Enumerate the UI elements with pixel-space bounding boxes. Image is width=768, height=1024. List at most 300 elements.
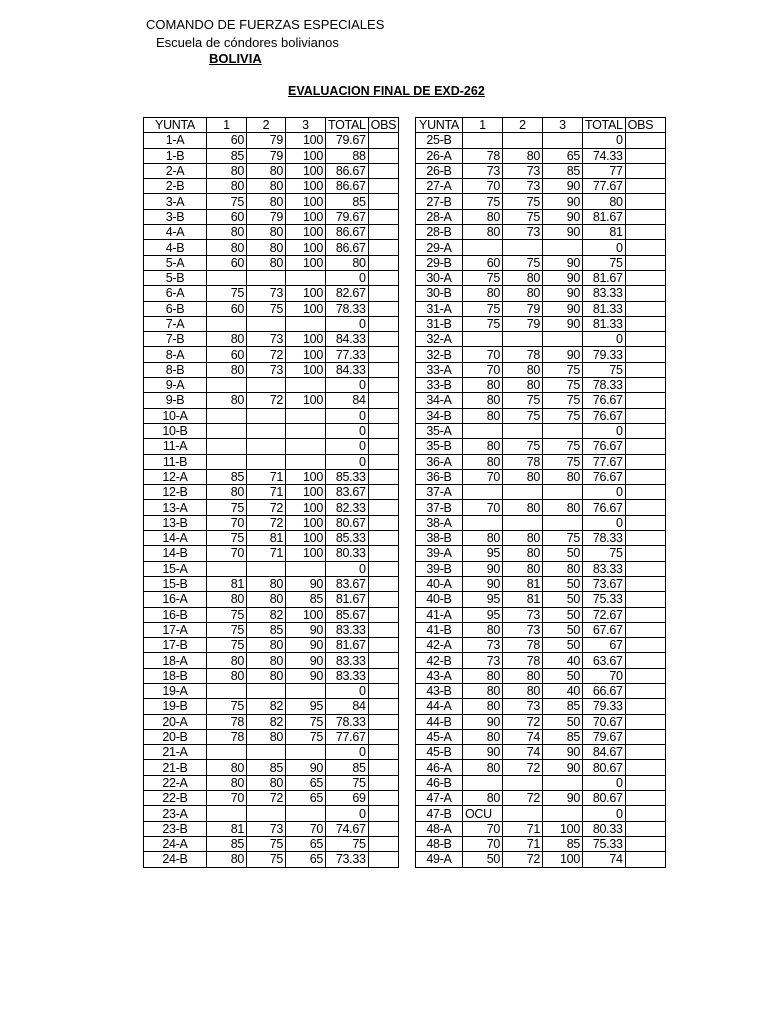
cell-total: 75.33: [583, 592, 626, 607]
cell-total: 76.67: [583, 500, 626, 515]
cell-score-1: 75: [207, 699, 247, 714]
cell-obs: [625, 821, 665, 836]
cell-score-1: 80: [207, 240, 247, 255]
cell-obs: [368, 714, 399, 729]
cell-total: 85.33: [326, 469, 369, 484]
cell-yunta: 44-B: [416, 714, 463, 729]
table-row: [416, 194, 666, 209]
cell-yunta: 14-A: [144, 531, 207, 546]
cell-score-1: 73: [463, 638, 503, 653]
table-row: [416, 316, 666, 331]
cell-score-2: 74: [503, 729, 543, 744]
cell-score-3: 100: [286, 607, 326, 622]
cell-score-1: 80: [463, 408, 503, 423]
cell-score-1: 70: [207, 515, 247, 530]
cell-score-2: 81: [247, 531, 286, 546]
cell-score-3: 100: [286, 485, 326, 500]
table-row: [416, 622, 666, 637]
cell-obs: [625, 546, 665, 561]
table-row: [416, 775, 666, 790]
cell-score-2: [503, 515, 543, 530]
cell-yunta: 8-B: [144, 362, 207, 377]
cell-score-2: 73: [247, 362, 286, 377]
cell-score-2: 71: [247, 469, 286, 484]
cell-score-3: 65: [286, 836, 326, 851]
cell-yunta: 33-A: [416, 362, 463, 377]
cell-obs: [368, 546, 399, 561]
cell-score-2: 80: [503, 378, 543, 393]
cell-yunta: 32-B: [416, 347, 463, 362]
cell-total: 78.33: [583, 531, 626, 546]
cell-total: 79.33: [583, 347, 626, 362]
cell-obs: [368, 531, 399, 546]
cell-obs: [368, 194, 399, 209]
cell-total: 84.33: [326, 332, 369, 347]
col-header-2: 2: [247, 118, 286, 133]
cell-obs: [368, 378, 399, 393]
cell-score-3: 90: [543, 316, 583, 331]
cell-total: 0: [583, 133, 626, 148]
cell-total: 85.33: [326, 531, 369, 546]
cell-score-1: 80: [207, 362, 247, 377]
table-row: [416, 791, 666, 806]
cell-total: 0: [326, 745, 369, 760]
cell-obs: [625, 393, 665, 408]
table-row: [144, 163, 399, 178]
cell-obs: [625, 836, 665, 851]
cell-score-2: 75: [503, 209, 543, 224]
table-row: [416, 852, 666, 867]
cell-score-3: 75: [543, 408, 583, 423]
cell-total: 0: [583, 806, 626, 821]
cell-total: 80.67: [583, 791, 626, 806]
cell-obs: [625, 255, 665, 270]
cell-score-3: 100: [286, 163, 326, 178]
cell-score-3: 50: [543, 622, 583, 637]
cell-yunta: 29-A: [416, 240, 463, 255]
cell-score-1: [463, 775, 503, 790]
cell-total: 83.67: [326, 576, 369, 591]
cell-obs: [368, 163, 399, 178]
cell-score-3: 100: [286, 286, 326, 301]
cell-score-3: 100: [286, 332, 326, 347]
cell-score-1: [207, 561, 247, 576]
cell-yunta: 40-B: [416, 592, 463, 607]
cell-obs: [625, 454, 665, 469]
col-header-yunta: YUNTA: [416, 118, 463, 133]
cell-yunta: 42-A: [416, 638, 463, 653]
table-row: [144, 775, 399, 790]
cell-total: 76.67: [583, 408, 626, 423]
cell-yunta: 39-A: [416, 546, 463, 561]
table-row: [416, 347, 666, 362]
cell-score-3: 50: [543, 668, 583, 683]
cell-score-3: 100: [286, 469, 326, 484]
cell-score-3: 100: [543, 852, 583, 867]
col-header-total: TOTAL: [583, 118, 626, 133]
cell-obs: [625, 362, 665, 377]
cell-score-1: 80: [207, 225, 247, 240]
cell-score-1: [463, 240, 503, 255]
table-row: [144, 683, 399, 698]
cell-score-1: 81: [207, 576, 247, 591]
table-row: [416, 668, 666, 683]
cell-score-1: 60: [463, 255, 503, 270]
cell-obs: [368, 133, 399, 148]
cell-yunta: 24-A: [144, 836, 207, 851]
cell-total: 84.33: [326, 362, 369, 377]
cell-score-2: 80: [247, 225, 286, 240]
cell-score-1: 75: [463, 270, 503, 285]
cell-yunta: 47-A: [416, 791, 463, 806]
table-row: [416, 592, 666, 607]
table-row: [144, 301, 399, 316]
cell-score-1: 60: [207, 347, 247, 362]
cell-total: 85: [326, 760, 369, 775]
cell-score-2: 80: [503, 546, 543, 561]
cell-score-2: 72: [503, 852, 543, 867]
cell-score-2: 82: [247, 714, 286, 729]
cell-total: 81.67: [326, 638, 369, 653]
cell-obs: [625, 485, 665, 500]
cell-score-2: [247, 439, 286, 454]
table-row: [416, 836, 666, 851]
cell-score-1: [207, 270, 247, 285]
cell-score-3: 100: [286, 209, 326, 224]
cell-total: 76.67: [583, 469, 626, 484]
cell-score-2: 85: [247, 622, 286, 637]
cell-obs: [625, 301, 665, 316]
cell-score-1: [463, 133, 503, 148]
cell-yunta: 26-B: [416, 163, 463, 178]
cell-score-3: 90: [286, 576, 326, 591]
cell-yunta: 9-B: [144, 393, 207, 408]
cell-yunta: 16-B: [144, 607, 207, 622]
table-row: [416, 806, 666, 821]
cell-score-1: 80: [463, 683, 503, 698]
cell-yunta: 42-B: [416, 653, 463, 668]
col-header-1: 1: [207, 118, 247, 133]
cell-score-3: 90: [543, 225, 583, 240]
cell-score-3: 70: [286, 821, 326, 836]
cell-total: 86.67: [326, 225, 369, 240]
table-row: [416, 255, 666, 270]
cell-total: 76.67: [583, 393, 626, 408]
cell-yunta: 34-B: [416, 408, 463, 423]
cell-obs: [625, 515, 665, 530]
cell-score-3: [543, 775, 583, 790]
cell-total: 81.33: [583, 316, 626, 331]
cell-score-1: 80: [207, 775, 247, 790]
cell-score-1: [463, 515, 503, 530]
document-title: EVALUACION FINAL DE EXD-262: [288, 84, 485, 98]
cell-score-2: 72: [247, 515, 286, 530]
cell-obs: [625, 592, 665, 607]
table-row: [416, 209, 666, 224]
cell-score-2: 80: [247, 653, 286, 668]
cell-score-3: 90: [543, 255, 583, 270]
table-row: [144, 531, 399, 546]
cell-yunta: 34-A: [416, 393, 463, 408]
cell-total: 86.67: [326, 240, 369, 255]
cell-score-1: 70: [207, 791, 247, 806]
table-row: [144, 454, 399, 469]
table-row: [144, 852, 399, 867]
cell-total: 80.67: [326, 515, 369, 530]
cell-obs: [625, 653, 665, 668]
cell-score-2: [247, 745, 286, 760]
cell-yunta: 22-B: [144, 791, 207, 806]
cell-obs: [625, 561, 665, 576]
cell-obs: [625, 209, 665, 224]
cell-obs: [368, 439, 399, 454]
cell-score-2: 75: [503, 408, 543, 423]
cell-yunta: 5-A: [144, 255, 207, 270]
cell-score-1: 73: [463, 653, 503, 668]
cell-score-2: 80: [247, 729, 286, 744]
cell-obs: [368, 821, 399, 836]
cell-score-3: 90: [543, 209, 583, 224]
cell-score-3: [286, 439, 326, 454]
cell-obs: [625, 500, 665, 515]
grades-table-right: [415, 117, 666, 868]
cell-score-2: 73: [503, 622, 543, 637]
cell-obs: [368, 148, 399, 163]
table-row: [416, 515, 666, 530]
cell-total: 85.67: [326, 607, 369, 622]
cell-total: 84: [326, 699, 369, 714]
cell-score-3: 75: [543, 531, 583, 546]
table-row: [144, 760, 399, 775]
table-row: [144, 638, 399, 653]
cell-obs: [368, 760, 399, 775]
table-row: [144, 668, 399, 683]
cell-score-1: 90: [463, 714, 503, 729]
cell-score-1: 78: [207, 729, 247, 744]
cell-score-3: 50: [543, 714, 583, 729]
cell-score-3: 75: [543, 362, 583, 377]
table-row: [416, 408, 666, 423]
cell-score-2: 73: [503, 179, 543, 194]
cell-score-3: 90: [543, 347, 583, 362]
table-header-row: [416, 118, 666, 133]
cell-total: 75: [583, 362, 626, 377]
cell-score-3: 65: [286, 852, 326, 867]
cell-score-3: 100: [286, 531, 326, 546]
cell-score-3: 90: [543, 301, 583, 316]
table-row: [144, 209, 399, 224]
cell-obs: [625, 668, 665, 683]
cell-total: 79.67: [326, 133, 369, 148]
cell-score-2: [503, 485, 543, 500]
cell-score-3: 90: [286, 638, 326, 653]
table-row: [144, 240, 399, 255]
cell-score-3: [286, 806, 326, 821]
col-header-obs: OBS: [368, 118, 399, 133]
cell-total: 70.67: [583, 714, 626, 729]
cell-obs: [625, 240, 665, 255]
cell-yunta: 43-B: [416, 683, 463, 698]
cell-score-1: 80: [463, 209, 503, 224]
cell-score-2: 72: [503, 791, 543, 806]
cell-yunta: 17-B: [144, 638, 207, 653]
table-row: [144, 546, 399, 561]
table-row: [144, 316, 399, 331]
cell-score-1: 95: [463, 546, 503, 561]
cell-yunta: 7-A: [144, 316, 207, 331]
cell-total: 78.33: [326, 714, 369, 729]
cell-score-3: 90: [543, 270, 583, 285]
cell-score-1: 95: [463, 607, 503, 622]
cell-yunta: 43-A: [416, 668, 463, 683]
cell-yunta: 11-B: [144, 454, 207, 469]
cell-total: 0: [326, 454, 369, 469]
cell-obs: [368, 454, 399, 469]
cell-score-2: 72: [247, 500, 286, 515]
cell-score-1: 70: [463, 179, 503, 194]
cell-score-3: 90: [286, 760, 326, 775]
cell-total: 79.67: [326, 209, 369, 224]
cell-score-2: 71: [503, 836, 543, 851]
table-row: [416, 439, 666, 454]
cell-obs: [368, 393, 399, 408]
cell-total: 69: [326, 791, 369, 806]
cell-score-2: 74: [503, 745, 543, 760]
table-row: [144, 469, 399, 484]
cell-score-1: [463, 332, 503, 347]
cell-obs: [368, 607, 399, 622]
cell-score-3: 75: [543, 378, 583, 393]
cell-total: 66.67: [583, 683, 626, 698]
cell-obs: [368, 270, 399, 285]
cell-obs: [368, 638, 399, 653]
cell-score-1: [207, 806, 247, 821]
cell-score-1: 75: [207, 500, 247, 515]
cell-score-3: 85: [543, 699, 583, 714]
cell-yunta: 30-A: [416, 270, 463, 285]
cell-score-2: [247, 806, 286, 821]
table-row: [144, 836, 399, 851]
cell-score-2: 78: [503, 653, 543, 668]
cell-yunta: 13-B: [144, 515, 207, 530]
table-row: [144, 423, 399, 438]
cell-score-2: 80: [503, 561, 543, 576]
cell-total: 82.33: [326, 500, 369, 515]
cell-total: 84.67: [583, 745, 626, 760]
cell-score-3: 100: [286, 240, 326, 255]
cell-score-3: 40: [543, 653, 583, 668]
cell-obs: [368, 240, 399, 255]
cell-obs: [625, 408, 665, 423]
cell-total: 0: [326, 408, 369, 423]
cell-score-1: 80: [207, 163, 247, 178]
cell-score-1: 60: [207, 301, 247, 316]
cell-yunta: 7-B: [144, 332, 207, 347]
cell-total: 80.67: [583, 760, 626, 775]
cell-score-1: 70: [463, 821, 503, 836]
cell-yunta: 5-B: [144, 270, 207, 285]
cell-score-2: 80: [247, 179, 286, 194]
cell-obs: [368, 775, 399, 790]
cell-total: 0: [583, 485, 626, 500]
table-body-right: [416, 133, 666, 867]
cell-score-3: 90: [543, 760, 583, 775]
cell-score-2: 72: [503, 714, 543, 729]
cell-obs: [625, 531, 665, 546]
cell-yunta: 45-A: [416, 729, 463, 744]
cell-yunta: 36-A: [416, 454, 463, 469]
cell-yunta: 35-A: [416, 423, 463, 438]
cell-score-1: 70: [463, 500, 503, 515]
cell-obs: [625, 179, 665, 194]
table-row: [144, 729, 399, 744]
cell-obs: [625, 286, 665, 301]
col-header-3: 3: [286, 118, 326, 133]
table-row: [144, 408, 399, 423]
cell-obs: [368, 592, 399, 607]
cell-obs: [368, 469, 399, 484]
cell-score-3: 90: [543, 286, 583, 301]
cell-yunta: 1-A: [144, 133, 207, 148]
cell-yunta: 48-B: [416, 836, 463, 851]
cell-yunta: 4-B: [144, 240, 207, 255]
cell-score-1: 80: [463, 729, 503, 744]
cell-score-1: [463, 423, 503, 438]
table-row: [416, 714, 666, 729]
cell-score-1: 80: [463, 622, 503, 637]
cell-total: 77.67: [326, 729, 369, 744]
cell-yunta: 47-B: [416, 806, 463, 821]
cell-score-1: 73: [463, 163, 503, 178]
cell-yunta: 23-B: [144, 821, 207, 836]
cell-yunta: 23-A: [144, 806, 207, 821]
cell-obs: [625, 852, 665, 867]
cell-yunta: 17-A: [144, 622, 207, 637]
cell-score-3: 65: [543, 148, 583, 163]
cell-yunta: 2-B: [144, 179, 207, 194]
cell-yunta: 33-B: [416, 378, 463, 393]
cell-score-3: 75: [286, 729, 326, 744]
cell-score-3: 95: [286, 699, 326, 714]
cell-obs: [625, 439, 665, 454]
cell-yunta: 18-B: [144, 668, 207, 683]
table-row: [416, 760, 666, 775]
col-header-yunta: YUNTA: [144, 118, 207, 133]
cell-score-3: 40: [543, 683, 583, 698]
cell-yunta: 12-B: [144, 485, 207, 500]
cell-total: 80: [583, 194, 626, 209]
cell-obs: [368, 576, 399, 591]
cell-score-1: 80: [207, 760, 247, 775]
cell-score-1: 85: [207, 469, 247, 484]
cell-score-1: 80: [207, 592, 247, 607]
cell-score-3: [286, 454, 326, 469]
cell-score-1: 70: [463, 469, 503, 484]
cell-score-3: 75: [543, 393, 583, 408]
cell-obs: [368, 683, 399, 698]
cell-yunta: 28-A: [416, 209, 463, 224]
cell-obs: [625, 576, 665, 591]
cell-yunta: 37-B: [416, 500, 463, 515]
cell-yunta: 16-A: [144, 592, 207, 607]
table-row: [144, 286, 399, 301]
cell-score-1: 80: [463, 393, 503, 408]
cell-obs: [625, 316, 665, 331]
cell-total: 0: [326, 561, 369, 576]
cell-score-3: 100: [286, 179, 326, 194]
cell-score-2: [247, 316, 286, 331]
cell-total: 72.67: [583, 607, 626, 622]
